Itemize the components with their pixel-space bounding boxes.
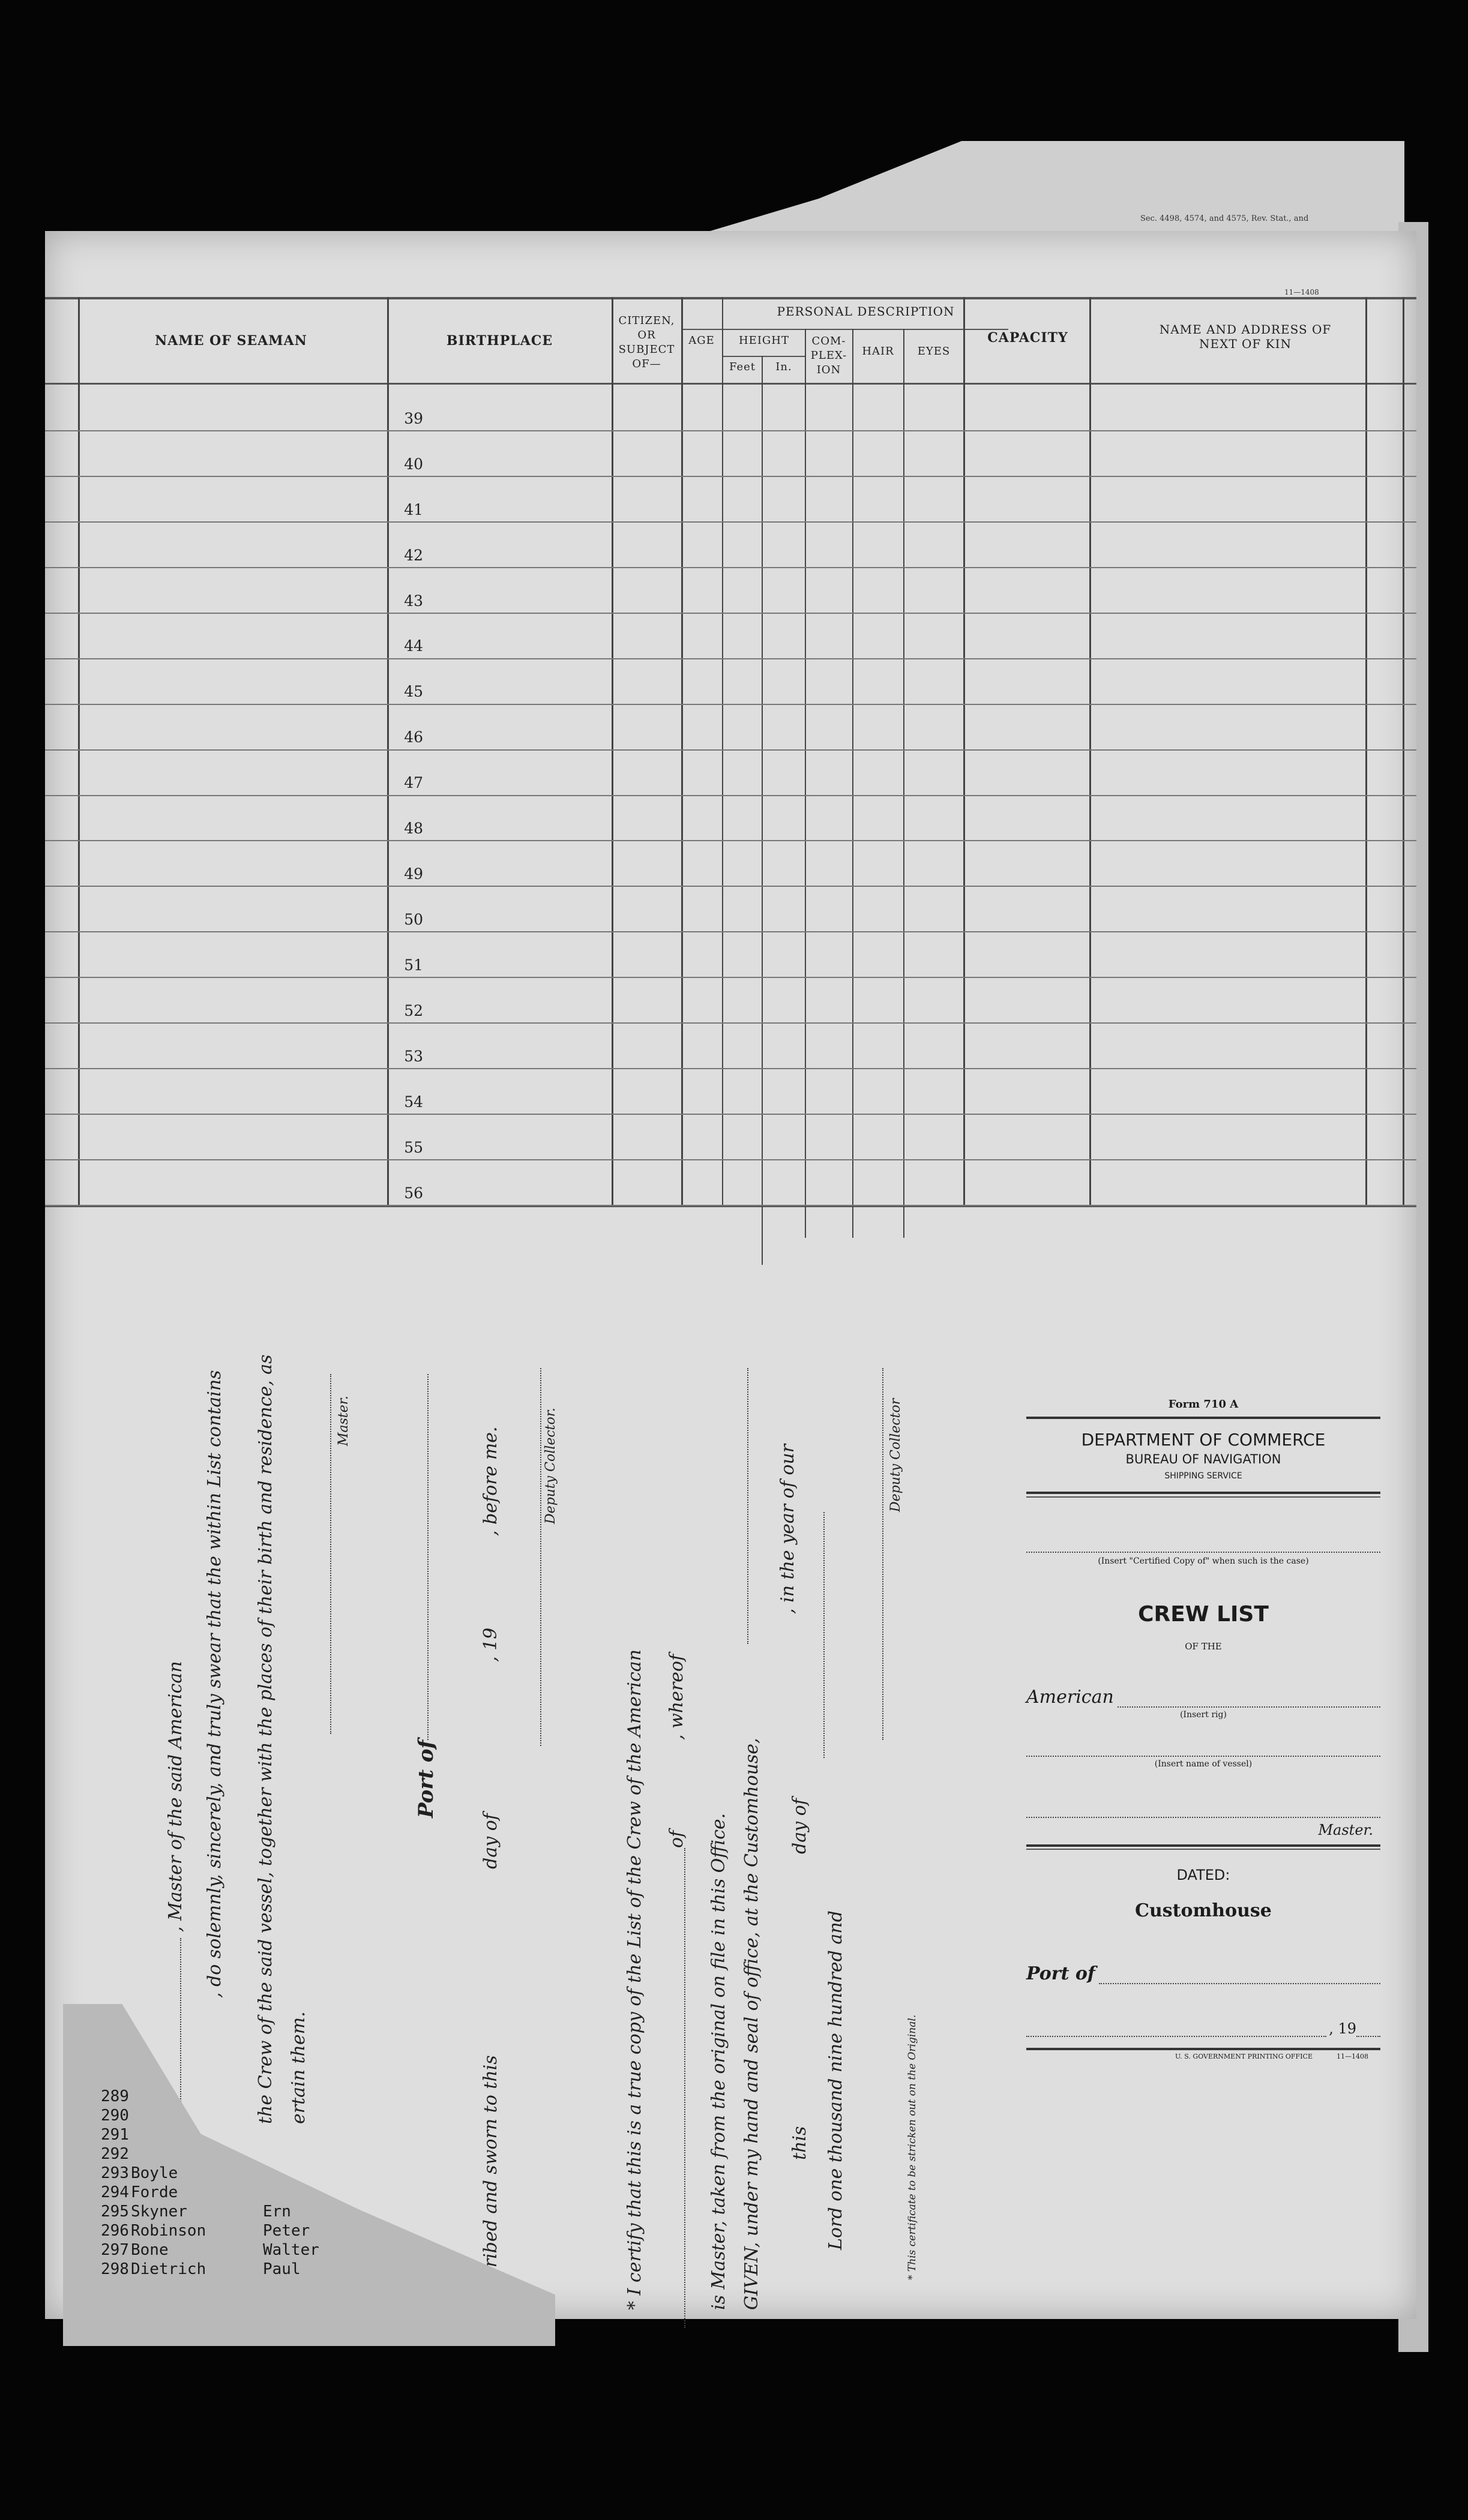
oath-port-of: Port of — [414, 1739, 438, 1818]
underlying-entry — [101, 2221, 319, 2240]
given-this: this — [789, 2126, 810, 2160]
header-inches: In. — [775, 361, 792, 373]
entry-surname: Skyner — [131, 2203, 187, 2221]
row-number: 44 — [404, 637, 423, 655]
row-divider — [45, 931, 1416, 932]
master-label: Master. — [1318, 1822, 1373, 1838]
form-number: Form 710 A — [1168, 1398, 1239, 1411]
header-personal-description: PERSONAL DESCRIPTION — [777, 304, 955, 319]
american-label: American — [1026, 1687, 1114, 1708]
given-text: GIVEN, under my hand and seal of office, at the Customhouse, — [741, 1738, 762, 2310]
department-heading: DEPARTMENT OF COMMERCE — [1081, 1430, 1326, 1450]
header-citizen: CITIZEN, OR SUBJECT OF— — [618, 314, 675, 370]
row-number: 48 — [404, 820, 423, 838]
entry-number: 293 — [101, 2164, 129, 2182]
row-number: 54 — [404, 1093, 423, 1111]
lord-text: Lord one thousand nine hundred and — [825, 1910, 846, 2250]
header-age: AGE — [688, 334, 715, 347]
certify-line-2: is Master, taken from the original on file in this Office. — [708, 1813, 729, 2310]
entry-surname: Forde — [131, 2183, 178, 2201]
crew-list-title: CREW LIST — [1138, 1602, 1269, 1627]
entry-number: 289 — [101, 2087, 129, 2105]
header-birthplace: BIRTHPLACE — [446, 333, 553, 349]
row-divider — [45, 749, 1416, 751]
subscribed-day-of: day of — [480, 1813, 501, 1869]
form-cover — [1026, 1398, 1380, 2060]
form-code-top: 11—1408 — [1284, 288, 1319, 296]
master-signature-label: Master. — [336, 1396, 351, 1446]
entry-number: 290 — [101, 2107, 129, 2125]
printing-code: 11—1408 — [1337, 2053, 1368, 2060]
row-number: 42 — [404, 546, 423, 564]
entry-surname: Robinson — [131, 2222, 206, 2240]
given-day-of: day of — [789, 1798, 810, 1854]
row-divider — [45, 704, 1416, 705]
header-eyes: EYES — [917, 345, 951, 358]
row-number: 56 — [404, 1184, 423, 1202]
certify-of: of — [666, 1830, 687, 1848]
row-divider — [45, 1159, 1416, 1160]
row-divider — [45, 476, 1416, 477]
row-number: 52 — [404, 1002, 423, 1020]
deputy-collector-2: Deputy Collector — [888, 1398, 903, 1512]
oath-line-3: the Crew of the said vessel, together with the places of their birth and residence, as — [255, 1354, 276, 2124]
header-feet: Feet — [729, 361, 756, 373]
header-hair: HAIR — [862, 345, 894, 358]
header-capacity: CAPACITY — [987, 330, 1068, 346]
row-number: 50 — [404, 911, 423, 929]
underlying-entry — [101, 2106, 319, 2125]
deputy-collector-1: Deputy Collector. — [543, 1408, 558, 1524]
header-next-of-kin: NAME AND ADDRESS OF NEXT OF KIN — [1159, 322, 1332, 351]
statute-reference: Sec. 4498, 4574, and 4575, Rev. Stat., and — [1140, 214, 1309, 223]
underlying-entry — [101, 2260, 319, 2279]
row-divider — [45, 613, 1416, 614]
row-divider — [45, 1205, 1416, 1206]
crew-table — [45, 297, 1416, 1218]
underlying-crew-entries — [101, 2087, 319, 2279]
underlying-entry — [101, 2144, 319, 2164]
row-number: 55 — [404, 1138, 423, 1156]
entry-number: 294 — [101, 2183, 129, 2201]
printing-office: U. S. GOVERNMENT PRINTING OFFICE — [1175, 2053, 1313, 2060]
entry-number: 297 — [101, 2241, 129, 2259]
row-number: 45 — [404, 683, 423, 701]
oath-line-4: ertain them. — [288, 2011, 309, 2124]
row-number: 51 — [404, 956, 423, 974]
date-19-label: , 19 — [1329, 2020, 1356, 2037]
underlying-entry — [101, 2240, 319, 2260]
entry-given-name: Paul — [263, 2260, 301, 2278]
row-divider — [45, 977, 1416, 978]
row-number: 43 — [404, 592, 423, 610]
oath-line-1: , Master of the said American — [165, 1661, 186, 1932]
row-divider — [45, 567, 1416, 568]
row-divider — [45, 1022, 1416, 1024]
row-divider — [45, 840, 1416, 841]
row-number: 41 — [404, 500, 423, 518]
underlying-entry — [101, 2087, 319, 2106]
certify-line-1: * I certify that this is a true copy of the List of the Crew of the American — [624, 1649, 645, 2310]
certificate-footnote: * This certificate to be stricken out on the Original. — [906, 2014, 918, 2280]
row-divider — [45, 1114, 1416, 1115]
entry-given-name: Peter — [263, 2222, 310, 2240]
subscribed-text: ubscribed and sworn to this — [480, 2055, 501, 2310]
given-year: , in the year of our — [777, 1444, 798, 1614]
entry-number: 292 — [101, 2145, 129, 2163]
entry-number: 295 — [101, 2203, 129, 2221]
certify-whereof: , whereof — [666, 1654, 687, 1740]
entry-number: 296 — [101, 2222, 129, 2240]
row-divider — [45, 886, 1416, 887]
header-name-of-seaman: NAME OF SEAMAN — [155, 333, 307, 349]
row-divider — [45, 1068, 1416, 1069]
header-height: HEIGHT — [738, 334, 790, 347]
entry-number: 291 — [101, 2126, 129, 2144]
header-complexion: COM-PLEX-ION — [810, 335, 847, 376]
underlying-entry — [101, 2202, 319, 2221]
row-number: 40 — [404, 455, 423, 473]
entry-surname: Boyle — [131, 2164, 178, 2182]
underlying-entry — [101, 2183, 319, 2202]
subscribed-before-me: , before me. — [480, 1426, 501, 1536]
row-divider — [45, 521, 1416, 523]
entry-surname: Dietrich — [131, 2260, 206, 2278]
row-divider — [45, 430, 1416, 431]
subscribed-19: , 19 — [480, 1627, 501, 1662]
entry-given-name: Ern — [263, 2203, 291, 2221]
bureau-heading: BUREAU OF NAVIGATION — [1125, 1452, 1281, 1466]
insert-rig-note: (Insert rig) — [1180, 1710, 1227, 1720]
dated-label: DATED: — [1176, 1867, 1230, 1883]
row-number: 39 — [404, 409, 423, 427]
insert-certified-note: (Insert "Certified Copy of" when such is the case) — [1098, 1556, 1309, 1566]
underlying-entry — [101, 2125, 319, 2144]
entry-given-name: Walter — [263, 2241, 319, 2259]
row-number: 49 — [404, 865, 423, 883]
port-of-label: Port of — [1026, 1963, 1095, 1984]
underlying-entry — [101, 2164, 319, 2183]
row-number: 47 — [404, 774, 423, 792]
row-number: 46 — [404, 728, 423, 746]
row-number: 53 — [404, 1047, 423, 1065]
oath-line-2: , do solemnly, sincerely, and truly swear that the within List contains — [204, 1370, 225, 1998]
row-divider — [45, 795, 1416, 796]
customhouse-label: Customhouse — [1135, 1900, 1272, 1921]
insert-vessel-name-note: (Insert name of vessel) — [1154, 1759, 1253, 1769]
entry-surname: Bone — [131, 2241, 169, 2259]
service-heading: SHIPPING SERVICE — [1164, 1471, 1242, 1481]
entry-number: 298 — [101, 2260, 129, 2278]
of-the-label: OF THE — [1185, 1641, 1222, 1652]
row-divider — [45, 658, 1416, 659]
